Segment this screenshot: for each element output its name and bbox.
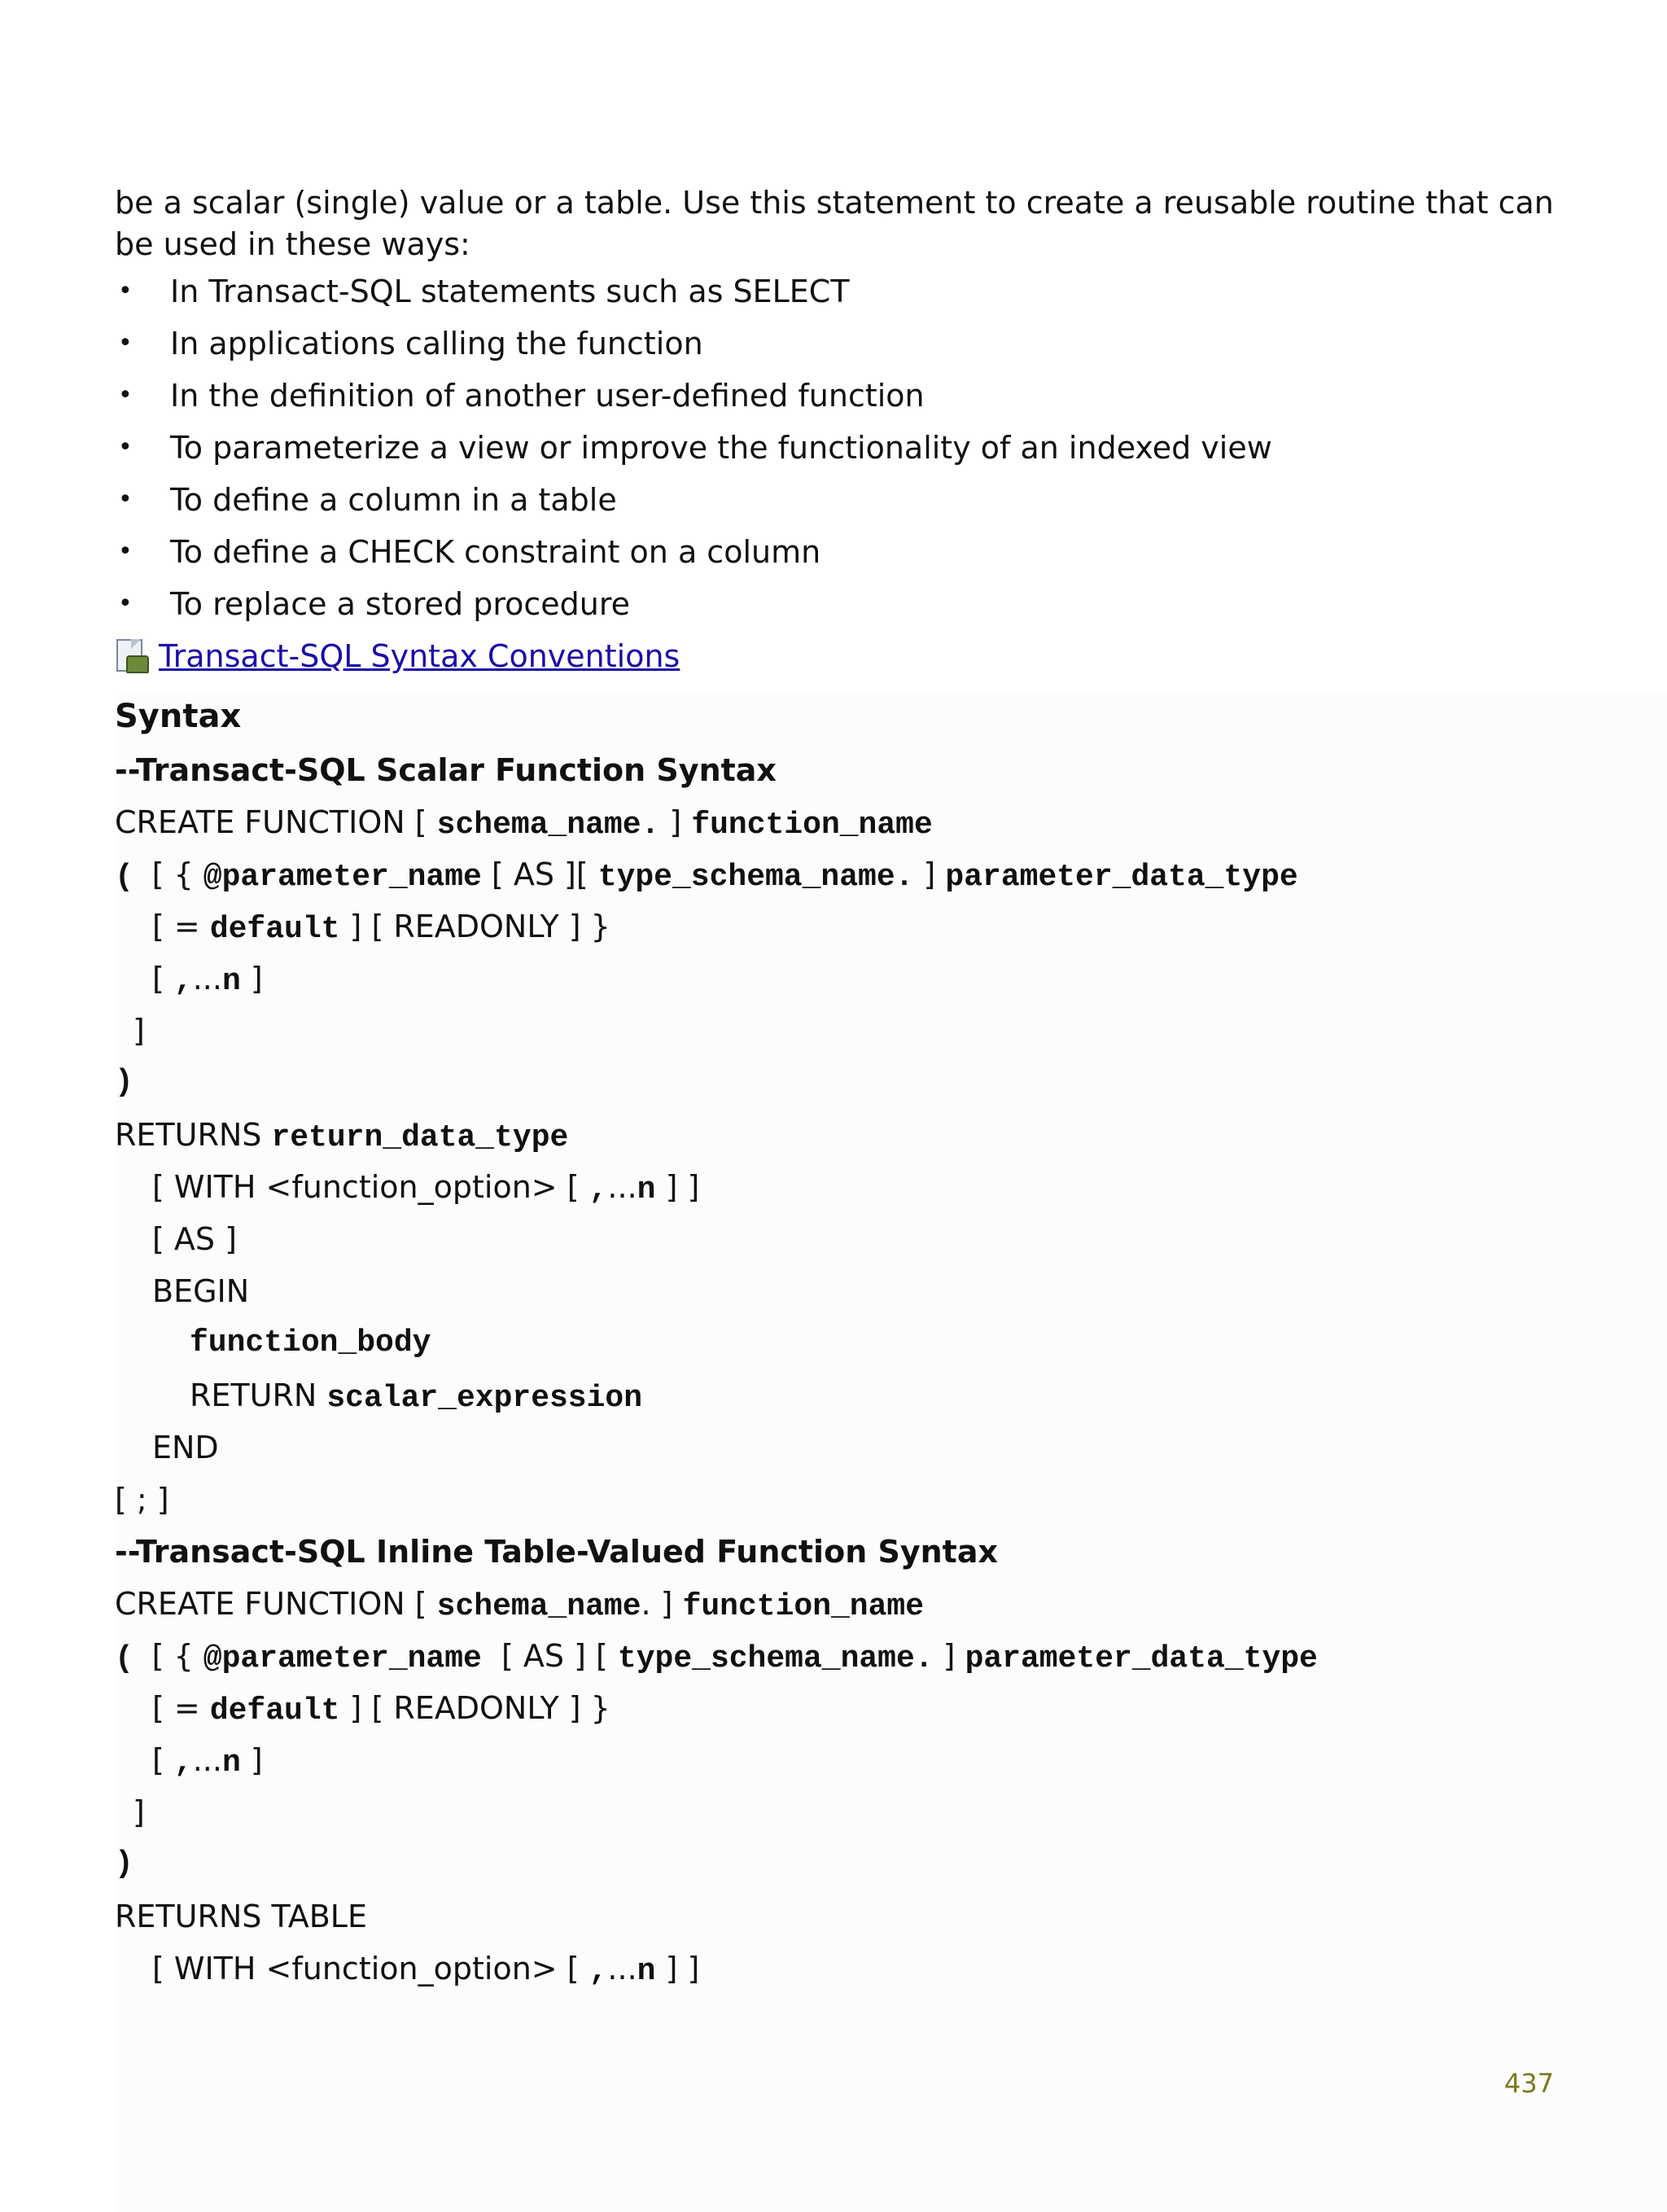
bullet-icon: • xyxy=(118,485,133,514)
code-line: END xyxy=(152,1430,219,1465)
code-line: ] xyxy=(133,1013,145,1049)
code-line: ( [ { @parameter_name [ AS ][ type_schema_name. ] parameter_data_type xyxy=(115,856,1298,895)
code-line: RETURNS TABLE xyxy=(115,1899,367,1934)
list-item: • In Transact-SQL statements such as SELECT xyxy=(115,265,1564,318)
code-line: [ = default ] [ READONLY ] } xyxy=(152,1690,610,1728)
code-line: [ = default ] [ READONLY ] } xyxy=(152,909,610,947)
code-line: RETURN scalar_expression xyxy=(190,1378,643,1416)
syntax-conventions-link[interactable]: Transact-SQL Syntax Conventions xyxy=(159,638,680,674)
inline-syntax-block xyxy=(115,1526,1564,1995)
code-line: ] xyxy=(133,1794,145,1830)
usage-list xyxy=(115,265,1564,630)
list-item: • To define a column in a table xyxy=(115,474,1564,526)
bullet-icon: • xyxy=(118,589,133,618)
scalar-syntax-block xyxy=(115,744,1564,1526)
code-line: ) xyxy=(115,1065,133,1100)
code-line: RETURNS return_data_type xyxy=(115,1117,569,1155)
code-line: ) xyxy=(115,1846,133,1881)
code-line: function_body xyxy=(190,1325,431,1360)
bullet-icon: • xyxy=(118,433,133,462)
code-line: [ AS ] xyxy=(152,1221,237,1257)
list-item: • To parameterize a view or improve the functionality of an indexed view xyxy=(115,422,1564,474)
bullet-icon: • xyxy=(118,277,133,305)
code-line: [ ,...n ] xyxy=(152,961,263,999)
list-item: • To define a CHECK constraint on a column xyxy=(115,526,1564,578)
intro-paragraph: be a scalar (single) value or a table. Use this statement to create a reusable routine that can be used in these ways: xyxy=(115,185,1554,262)
bullet-icon: • xyxy=(118,329,133,357)
code-line: [ WITH <function_option> [ ,...n ] ] xyxy=(152,1951,700,1989)
list-item: • To replace a stored procedure xyxy=(115,578,1564,630)
code-line: BEGIN xyxy=(152,1273,250,1309)
code-line: CREATE FUNCTION [ schema_name. ] function_name xyxy=(115,804,933,843)
bullet-icon: • xyxy=(118,537,133,566)
bullet-icon: • xyxy=(118,381,133,410)
code-line: ( [ { @parameter_name [ AS ] [ type_schema_name. ] parameter_data_type xyxy=(115,1638,1318,1676)
list-item: • In the definition of another user-defined function xyxy=(115,370,1564,422)
syntax-heading: Syntax xyxy=(115,698,242,735)
code-line: CREATE FUNCTION [ schema_name. ] function_name xyxy=(115,1586,925,1624)
code-line: [ ; ] xyxy=(115,1482,169,1518)
syntax-conventions-row xyxy=(115,630,1564,682)
page-number: 437 xyxy=(1504,2068,1555,2099)
code-line: [ ,...n ] xyxy=(152,1742,263,1781)
scalar-syntax-heading: --Transact-SQL Scalar Function Syntax xyxy=(115,752,777,788)
syntax-conventions-icon xyxy=(115,639,149,673)
code-line: [ WITH <function_option> [ ,...n ] ] xyxy=(152,1169,700,1207)
page-content xyxy=(115,182,1564,1995)
list-item: • In applications calling the function xyxy=(115,318,1564,370)
inline-syntax-heading: --Transact-SQL Inline Table-Valued Function Syntax xyxy=(115,1534,998,1570)
